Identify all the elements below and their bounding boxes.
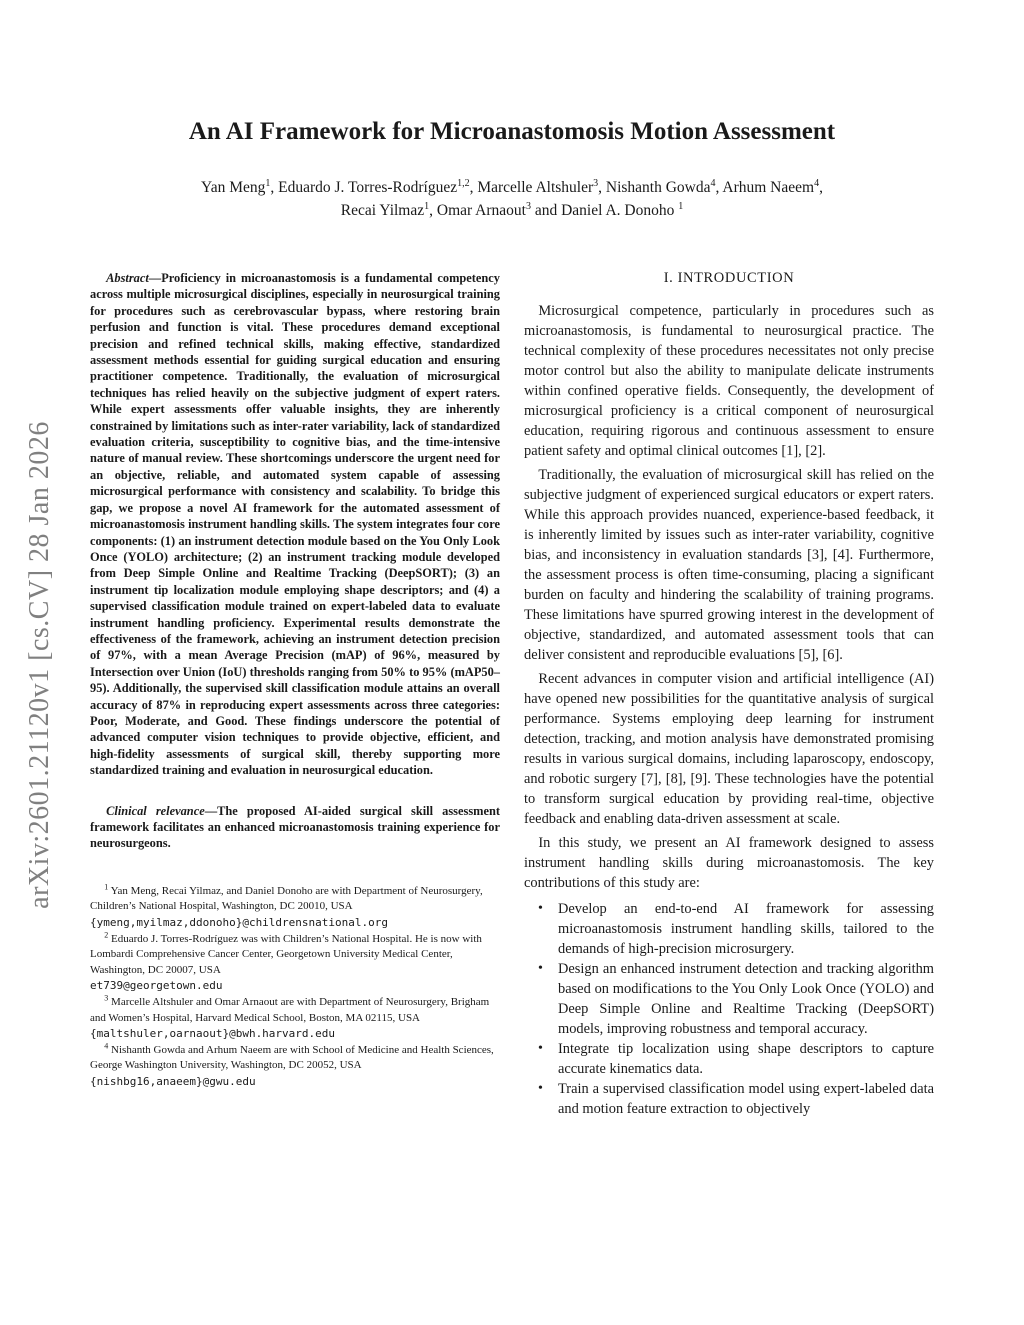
clinical-relevance	[90, 803, 500, 852]
list-item-text: Train a supervised classification model using expert-labeled data and motion feature extraction to objectively	[558, 1081, 934, 1117]
author-affiliation-mark: 1	[265, 177, 271, 189]
bullet-icon: •	[538, 901, 543, 916]
bullet-icon: •	[538, 1081, 543, 1096]
footnote-2	[90, 929, 500, 995]
author-name: , Marcelle Altshuler	[469, 179, 594, 196]
author-affiliation-mark: 1	[424, 200, 430, 212]
author-name: , Omar Arnaout	[429, 202, 526, 219]
list-item-text: Design an enhanced instrument detection and tracking algorithm based on modifications to the You Only Look Once (YOLO) and Deep Simple Online and Realtime Tracking (DeepSORT) models, improving robustness and temporal accuracy.	[558, 961, 934, 1037]
author-name: , Nishanth Gowda	[598, 179, 711, 196]
author-affiliation-mark: 4	[710, 177, 716, 189]
footnote-email: {ymeng,myilmaz,ddonoho}@childrensnational.org	[90, 916, 389, 929]
list-item	[524, 1079, 934, 1119]
right-column	[524, 270, 934, 1119]
footnote-email: {nishbg16,anaeem}@gwu.edu	[90, 1074, 256, 1088]
abstract-text: —Proficiency in microanastomosis is a fundamental competency across multiple microsurgical disciplines, especially in neurosurgical training for procedures such as cerebrovascular bypass, where restoring brain perfusion and function is vital. These procedures demand exceptional precision and refined technical skills, making effective, standardized assessment methods essential for guiding surgical education and ensuring practitioner competence. Traditionally, the evaluation of microsurgical techniques has relied heavily on the subjective judgment of expert raters. While expert assessments offer valuable insights, they are inherently constrained by limitations such as inter-rater variability, lack of standardized evaluation criteria, susceptibility to cognitive bias, and the time-intensive nature of manual review. These shortcomings underscore the urgent need for an objective, reliable, and automated system capable of assessing microsurgical performance with consistency and scalability. To bridge this gap, we propose a novel AI framework for the automated assessment of microanastomosis instrument handling skills. The system integrates four core components: (1) an instrument detection module based on the You Only Look Once (YOLO) architecture; (2) an instrument tracking module developed from Deep Simple Online and Realtime Tracking (DeepSORT); (3) an instrument tip localization module employing shape descriptors; and (4) a supervised classification module trained on expert-labeled data to evaluate instrument handling proficiency. Experimental results demonstrate the effectiveness of the framework, achieving an instrument detection precision of 97%, with a mean Average Precision (mAP) of 96%, measured by Intersection over Union (IoU) thresholds ranging from 50% to 95% (mAP50–95). Additionally, the supervised skill classification module attains an overall accuracy of 87% in reproducing expert assessments across three categories: Poor, Moderate, and Good. These findings underscore the potential of advanced computer vision techniques to provide objective, efficient, and high-fidelity assessments of surgical skill, thereby supporting more standardized training and evaluation in neurosurgical education.	[90, 271, 500, 778]
affiliation-footnotes	[90, 884, 500, 1091]
author-affiliation-mark: 4	[814, 177, 820, 189]
clinical-relevance-text: —The proposed AI-aided surgical skill assessment framework facilitates an enhanced microanastomosis training experience for neurosurgeons.	[90, 803, 500, 851]
arxiv-identifier-stamp	[15, 365, 65, 965]
footnote-4	[90, 1043, 500, 1091]
author-name: Yan Meng	[201, 179, 266, 196]
author-affiliation-mark: 3	[593, 177, 599, 189]
author-name: Recai Yilmaz	[340, 202, 425, 219]
bullet-icon: •	[538, 1041, 543, 1056]
list-item-text: Develop an end-to-end AI framework for assessing microanastomosis instrument handling skills, tailored to the demands of high-precision microsurgery.	[558, 901, 934, 957]
author-list	[80, 176, 944, 222]
list-item	[524, 1039, 934, 1079]
contribution-list	[524, 899, 934, 1119]
list-item	[524, 959, 934, 1039]
intro-paragraph-3: Recent advances in computer vision and artificial intelligence (AI) have opened new possibilities for the quantitative analysis of surgical performance. Systems employing deep learning for instrument detection, tracking, and motion analysis have demonstrated promising results in various surgical domains, including laparoscopy, endoscopy, and robotic surgery [7], [8], [9]. These technologies have the potential to transform surgical education by providing real-time, objective feedback and enabling data-driven assessment at scale.	[524, 671, 934, 827]
clinical-relevance-label: Clinical relevance	[106, 803, 205, 818]
section-heading-introduction: I. INTRODUCTION	[663, 270, 795, 286]
author-affiliation-mark: 1	[678, 200, 684, 212]
footnote-text: Yan Meng, Recai Yilmaz, and Daniel Donoho are with Department of Neurosurgery, Children’s National Hospital, Washington, DC 20010, USA	[90, 884, 483, 913]
list-item	[524, 899, 934, 959]
list-item-text: Integrate tip localization using shape descriptors to capture accurate kinematics data.	[558, 1041, 934, 1077]
footnote-3	[90, 995, 500, 1043]
footnote-1	[90, 884, 500, 932]
footnote-text: Nishanth Gowda and Arhum Naeem are with School of Medicine and Health Sciences, George Washington University, Washington, DC 20052, USA	[90, 1043, 494, 1072]
author-separator: ,	[819, 179, 823, 196]
footnote-email: et739@georgetown.edu	[90, 979, 223, 993]
left-column	[90, 270, 500, 1091]
author-affiliation-mark: 3	[525, 200, 531, 212]
footnote-mark: 3	[104, 993, 109, 1003]
author-name: , Eduardo J. Torres-Rodríguez	[270, 179, 458, 196]
intro-paragraph-2: Traditionally, the evaluation of microsurgical skill has relied on the subjective judgment of experienced surgical educators or expert raters. While this approach provides nuanced, experience-based feedback, it is inherently limited by issues such as inter-rater variability, cognitive bias, and inconsistency in evaluation standards [3], [4]. Furthermore, the assessment process is often time-consuming, placing a significant burden on faculty and hindering the scalability of training programs. These limitations have spurred growing interest in the development of objective, standardized, and automated assessment tools that can deliver consistent and reproducible evaluations [5], [6].	[524, 467, 934, 663]
footnote-text: Marcelle Altshuler and Omar Arnaout are with Department of Neurosurgery, Brigham and Women’s Hospital, Harvard Medical School, Boston, MA 02115, USA	[90, 995, 490, 1024]
abstract	[90, 270, 500, 779]
author-name: and Daniel A. Donoho	[530, 202, 679, 219]
abstract-label: Abstract	[106, 271, 149, 285]
footnote-mark: 1	[104, 882, 109, 892]
bullet-icon: •	[538, 961, 543, 976]
intro-paragraph-4: In this study, we present an AI framework designed to assess instrument handling skills during microanastomosis. The key contributions of this study are:	[524, 835, 934, 891]
paper-title: An AI Framework for Microanastomosis Motion Assessment	[188, 118, 836, 145]
author-name: , Arhum Naeem	[715, 179, 815, 196]
footnote-text: Eduardo J. Torres-Rodríguez was with Children’s National Hospital. He is now with Lombardi Comprehensive Cancer Center, Georgetown University Medical Center, Washington, DC 20007, USA	[90, 932, 482, 976]
footnote-mark: 2	[104, 929, 109, 939]
author-affiliation-mark: 1,2	[457, 177, 470, 189]
arxiv-stamp-text: arXiv:2601.21120v1 [cs.CV] 28 Jan 2026	[24, 421, 55, 909]
footnote-mark: 4	[104, 1041, 109, 1051]
intro-paragraph-1: Microsurgical competence, particularly in procedures such as microanastomosis, is fundamental to neurosurgical practice. The technical complexity of these procedures necessitates not only precise motor control but also the ability to manipulate delicate instruments within confined operative fields. Consequently, the development of microsurgical proficiency is a critical component of neurosurgical education, requiring rigorous and continuous assessment to ensure patient safety and optimal clinical outcomes [1], [2].	[524, 303, 934, 459]
footnote-email: {maltshuler,oarnaout}@bwh.harvard.edu	[90, 1027, 336, 1041]
